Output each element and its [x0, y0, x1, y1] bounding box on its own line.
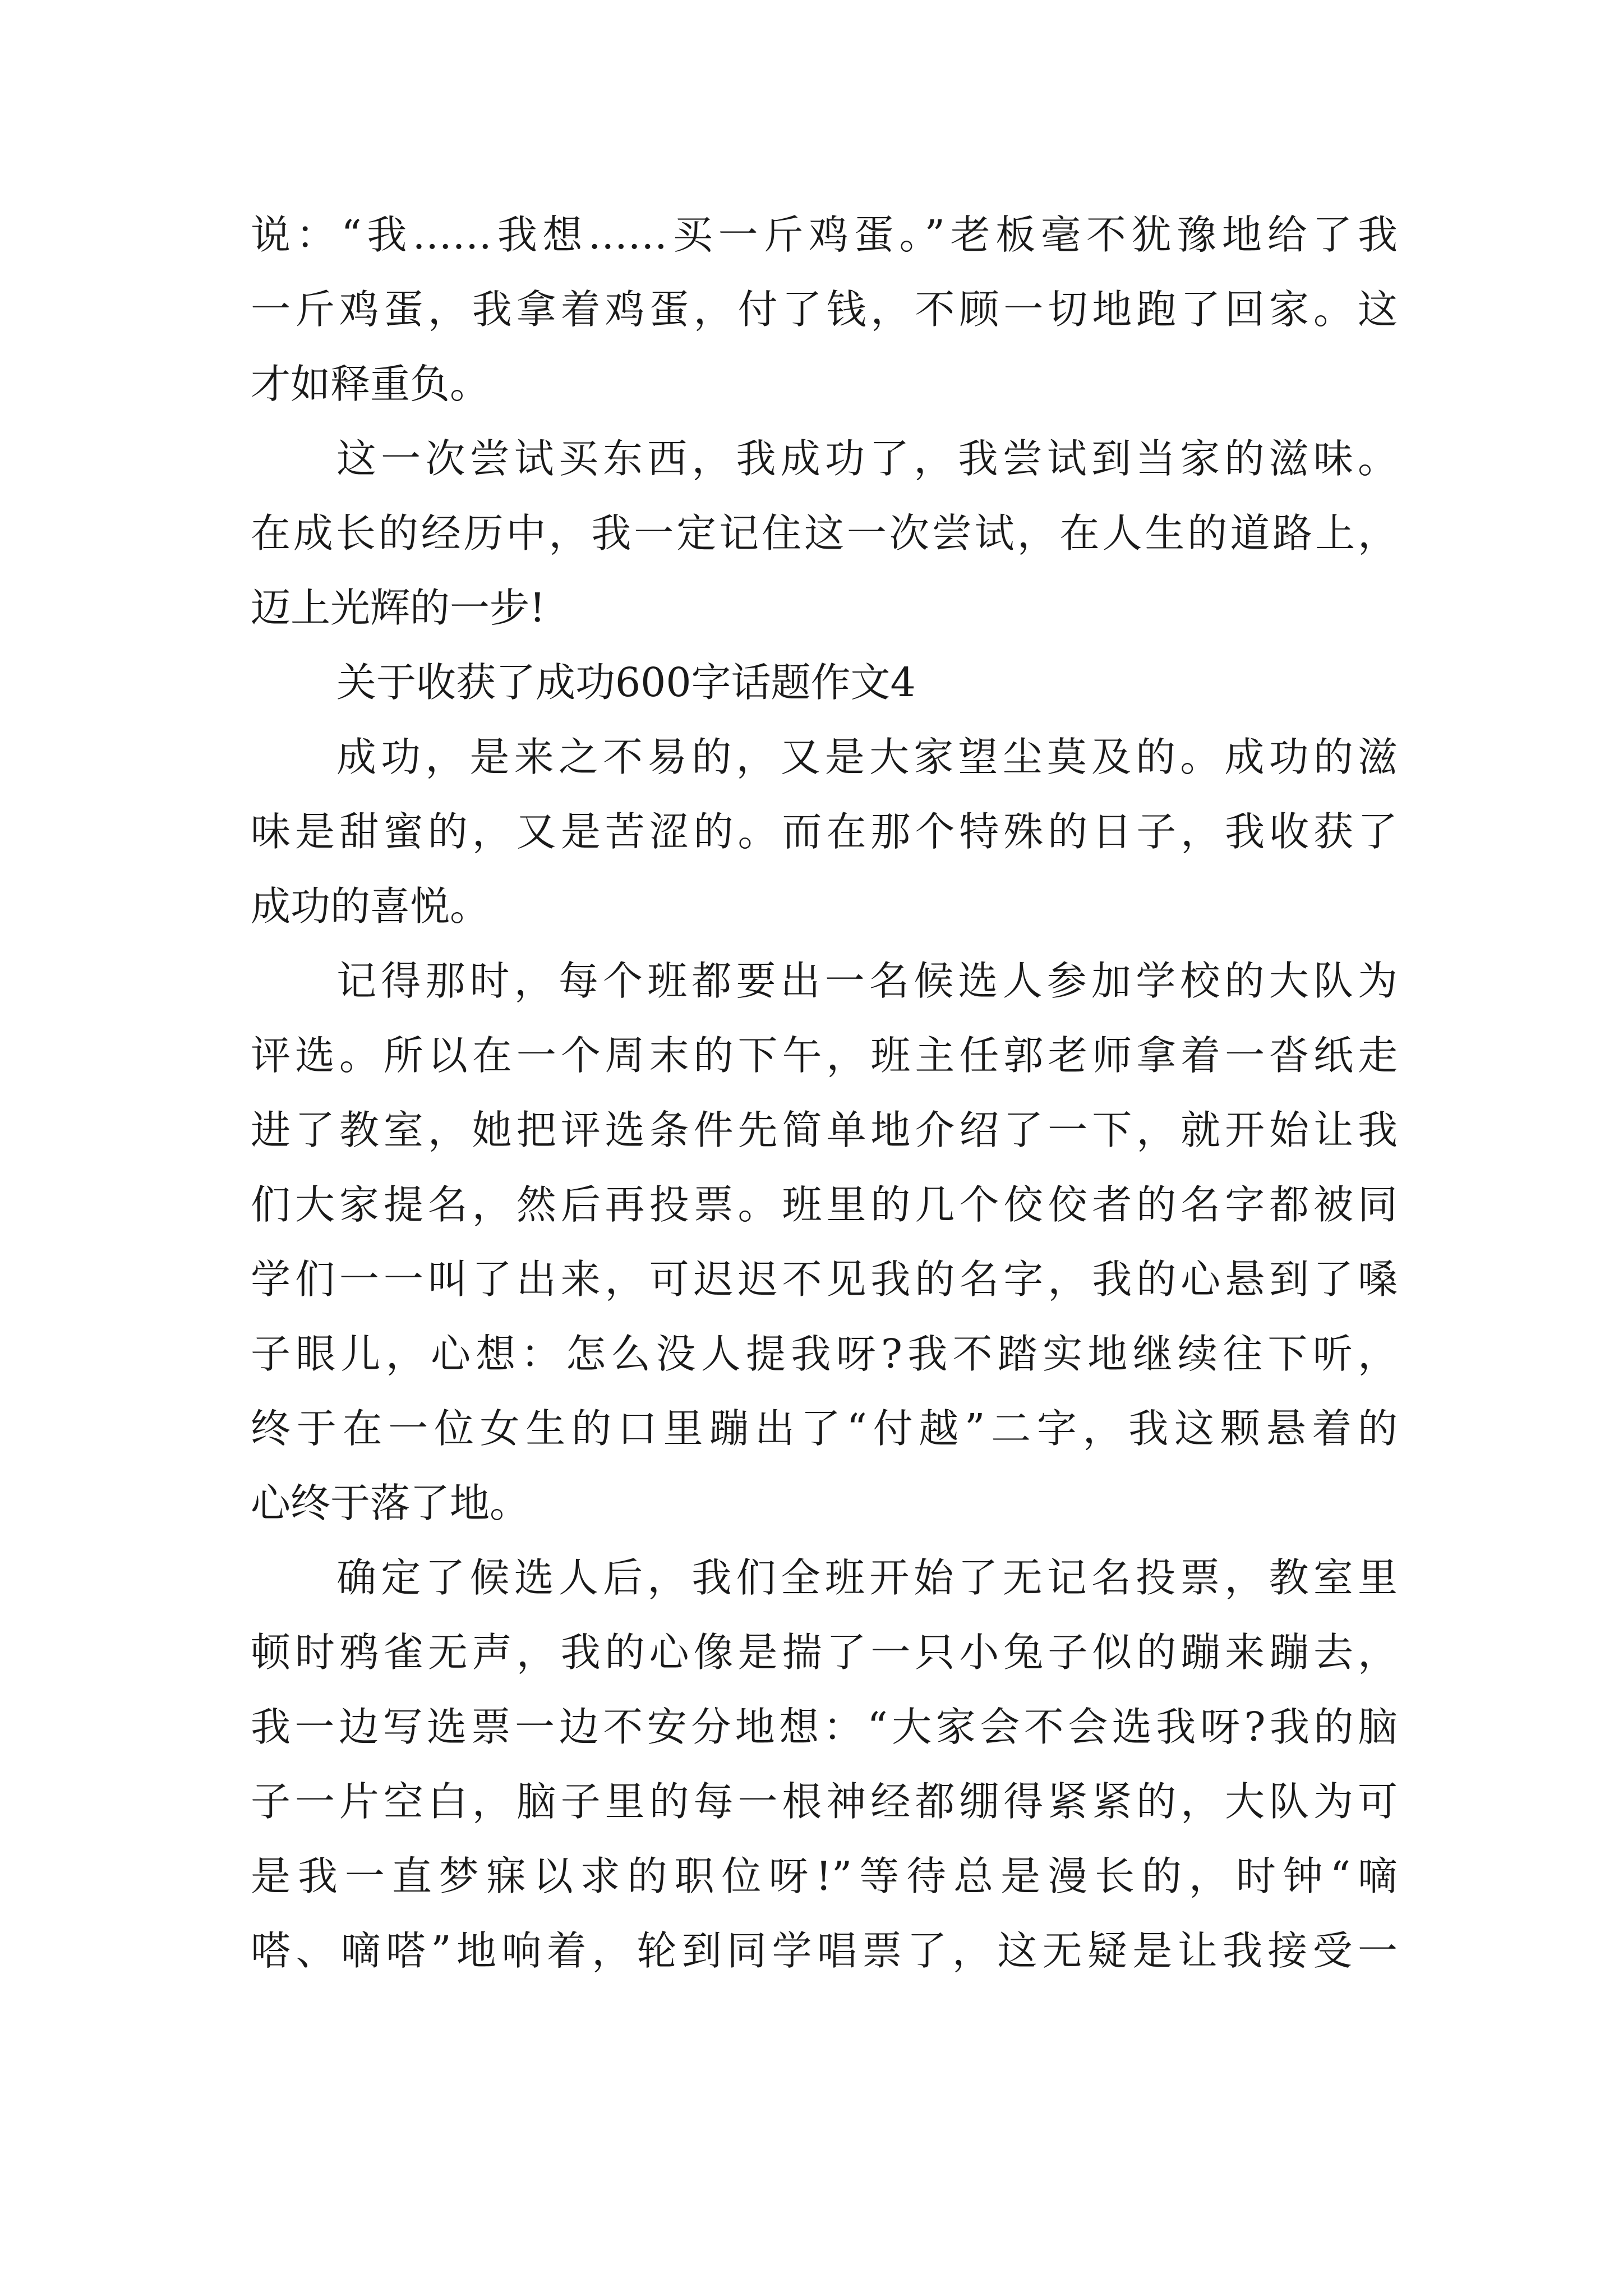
text-line: 成功的喜悦。	[251, 883, 490, 930]
document-body	[251, 197, 1398, 1988]
paragraph-first-line: 确定了候选人后，我们全班开始了无记名投票，教室里	[336, 1554, 1398, 1601]
text-line: 顿时鸦雀无声，我的心像是揣了一只小兔子似的蹦来蹦去，	[251, 1629, 1398, 1676]
text-line: 学们一一叫了出来，可迟迟不见我的名字，我的心悬到了嗓	[251, 1256, 1398, 1303]
text-line: 心终于落了地。	[251, 1480, 530, 1526]
text-line: 嗒、嘀嗒”地响着，轮到同学唱票了，这无疑是让我接受一	[251, 1927, 1398, 1974]
text-line: 一斤鸡蛋，我拿着鸡蛋，付了钱，不顾一切地跑了回家。这	[251, 286, 1398, 333]
section-heading: 关于收获了成功600字话题作文4	[336, 659, 916, 706]
text-line: 终于在一位女生的口里蹦出了“付越”二字，我这颗悬着的	[251, 1405, 1398, 1452]
text-line: 在成长的经历中，我一定记住这一次尝试，在人生的道路上，	[251, 510, 1398, 556]
paragraph-first-line: 成功，是来之不易的，又是大家望尘莫及的。成功的滋	[336, 734, 1398, 780]
text-line: 是我一直梦寐以求的职位呀!”等待总是漫长的，时钟“嘀	[251, 1853, 1398, 1899]
text-line: 味是甜蜜的，又是苦涩的。而在那个特殊的日子，我收获了	[251, 808, 1398, 855]
text-line: 子眼儿，心想：怎么没人提我呀?我不踏实地继续往下听，	[251, 1331, 1398, 1377]
text-line: 评选。所以在一个周末的下午，班主任郭老师拿着一沓纸走	[251, 1032, 1398, 1079]
text-line: 迈上光辉的一步!	[251, 585, 546, 631]
paragraph-first-line: 这一次尝试买东西，我成功了，我尝试到当家的滋味。	[336, 435, 1398, 482]
text-line: 们大家提名，然后再投票。班里的几个佼佼者的名字都被同	[251, 1181, 1398, 1228]
paragraph-first-line: 记得那时，每个班都要出一名候选人参加学校的大队为	[336, 958, 1398, 1004]
text-line: 子一片空白，脑子里的每一根神经都绷得紧紧的，大队为可	[251, 1778, 1398, 1825]
text-line: 我一边写选票一边不安分地想：“大家会不会选我呀?我的脑	[251, 1704, 1398, 1750]
text-line: 说：“我……我想……买一斤鸡蛋。”老板毫不犹豫地给了我	[251, 211, 1398, 258]
text-line: 进了教室，她把评选条件先简单地介绍了一下，就开始让我	[251, 1107, 1398, 1153]
text-line: 才如释重负。	[251, 361, 490, 407]
